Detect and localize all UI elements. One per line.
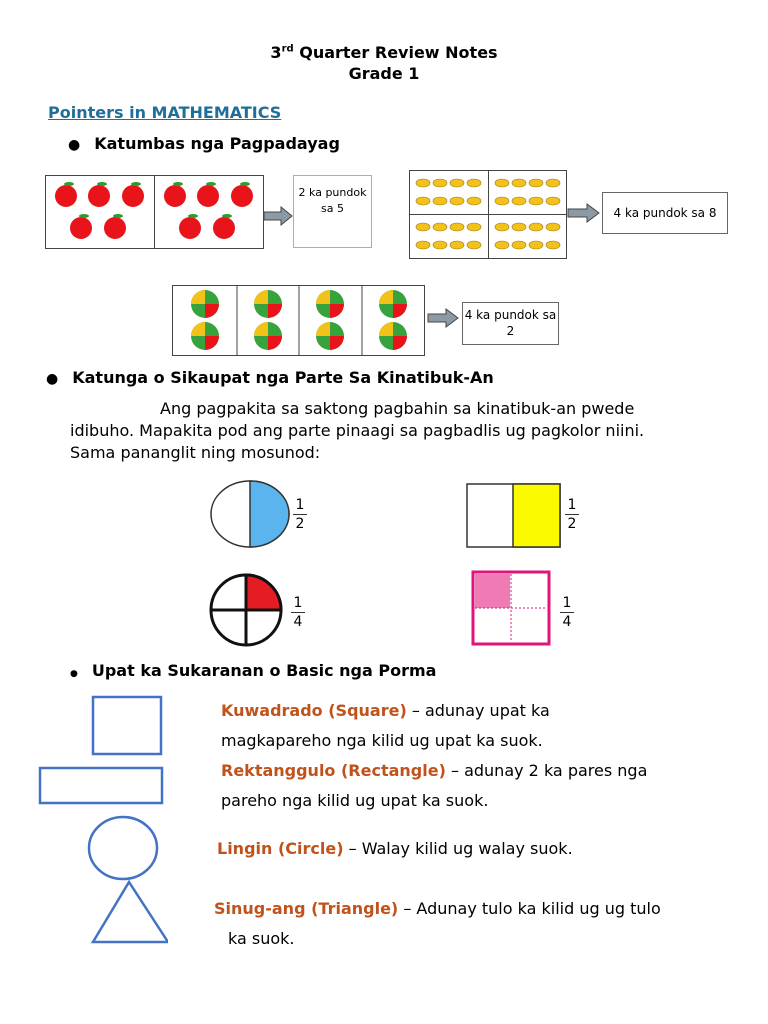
circle-shape bbox=[89, 817, 157, 879]
apples-icon bbox=[155, 176, 263, 248]
apple-group-2 bbox=[154, 175, 264, 249]
half-rectangle-figure bbox=[466, 483, 561, 548]
quarter-square-figure bbox=[471, 570, 551, 646]
mango-group-3 bbox=[409, 214, 489, 259]
arrow-right-icon bbox=[567, 203, 600, 223]
intro-paragraph: Ang pagpakita sa saktong pagbahin sa kinatibuk-an pwede idibuho. Mapakita pod ang parte pinaagi sa pagbadlis ug pagkolor niini. Sama pananglit ning mosunod: bbox=[70, 399, 645, 462]
triangle-description: Sinug-ang (Triangle) – Adunay tulo ka kilid ug ug tulo ka suok. bbox=[214, 899, 661, 948]
circle-description: Lingin (Circle) – Walay kilid ug walay suok. bbox=[217, 839, 573, 858]
page-subtitle: Grade 1 bbox=[348, 64, 420, 83]
mangoes-icon bbox=[489, 215, 566, 258]
balls-label: 4 ka pundok sa 2 bbox=[462, 302, 559, 345]
square-shape bbox=[93, 697, 161, 754]
mangoes-icon bbox=[410, 215, 488, 258]
quarter-circle-figure bbox=[207, 572, 285, 648]
rectangle-shape bbox=[40, 768, 162, 803]
apples-icon bbox=[46, 176, 154, 248]
mangoes-label: 4 ka pundok sa 8 bbox=[602, 192, 728, 234]
bullet-porma: ● Upat ka Sukaranan o Basic nga Porma bbox=[70, 661, 437, 680]
mangoes-icon bbox=[410, 171, 488, 214]
mango-group-1 bbox=[409, 170, 489, 215]
triangle-shape bbox=[93, 882, 168, 942]
apple-group-1 bbox=[45, 175, 155, 249]
basic-shapes-figure bbox=[36, 694, 168, 946]
rectangle-description: Rektanggulo (Rectangle) – adunay 2 ka pares nga pareho nga kilid ug upat ka suok. bbox=[221, 761, 648, 810]
square-description: Kuwadrado (Square) – adunay upat ka magkapareho nga kilid ug upat ka suok. bbox=[221, 701, 550, 750]
fraction-half-rectangle: 1 2 bbox=[565, 498, 579, 531]
mango-group-2 bbox=[488, 170, 567, 215]
arrow-right-icon bbox=[427, 308, 459, 328]
mango-group-4 bbox=[488, 214, 567, 259]
balls-icon bbox=[173, 286, 424, 355]
half-circle-figure bbox=[209, 478, 291, 550]
arrow-right-icon bbox=[263, 206, 293, 226]
fraction-quarter-circle: 1 4 bbox=[291, 596, 305, 629]
mangoes-icon bbox=[489, 171, 566, 214]
ball-groups bbox=[172, 285, 425, 356]
bullet-katunga: ● Katunga o Sikaupat nga Parte Sa Kinatibuk-An bbox=[46, 368, 494, 387]
page-title: 3rd Quarter Review Notes bbox=[270, 43, 498, 62]
section-title: Pointers in MATHEMATICS bbox=[48, 103, 282, 122]
bullet-katumbas: ● Katumbas nga Pagpadayag bbox=[68, 134, 340, 153]
fraction-quarter-square: 1 4 bbox=[560, 596, 574, 629]
apples-label: 2 ka pundok sa 5 bbox=[293, 175, 372, 248]
fraction-half-circle: 1 2 bbox=[293, 498, 307, 531]
